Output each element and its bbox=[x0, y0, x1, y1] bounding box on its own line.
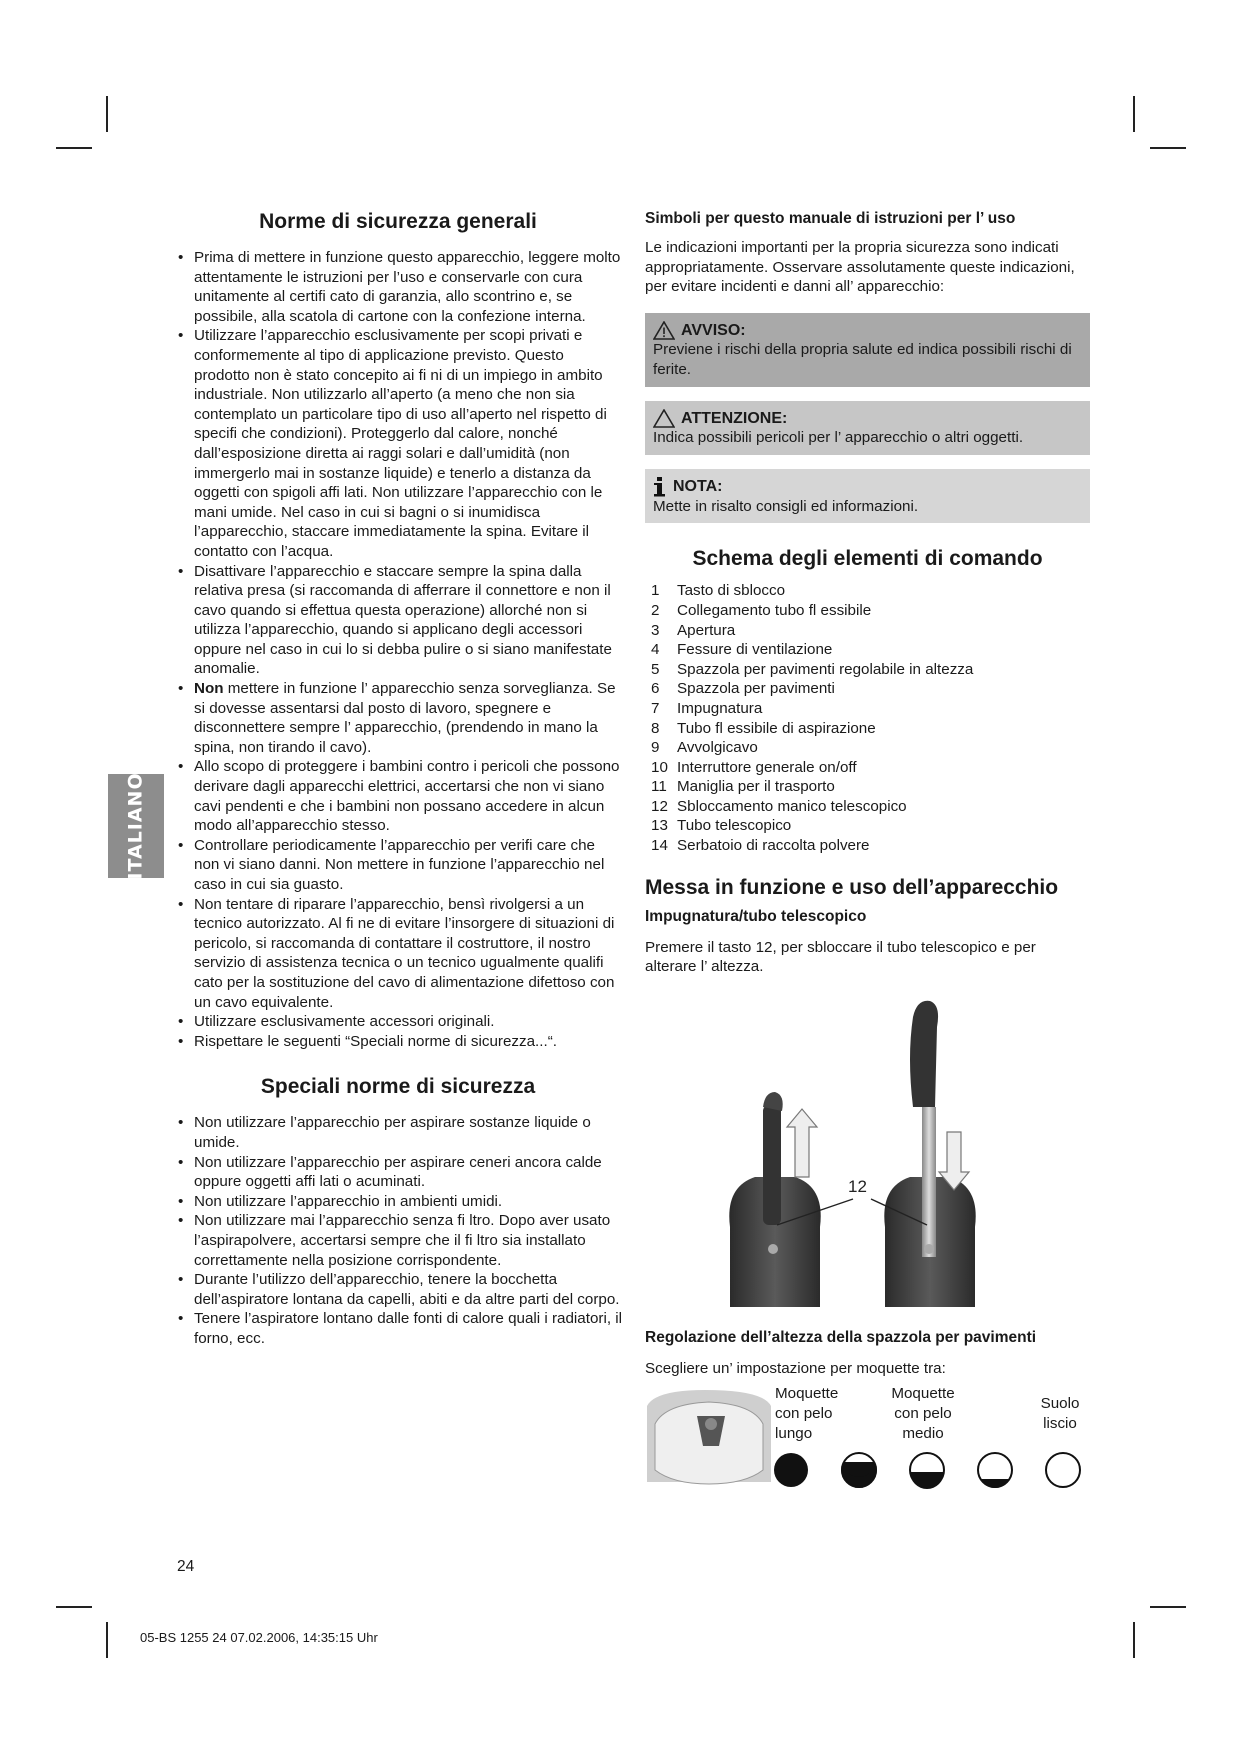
general-safety-title: Norme di sicurezza generali bbox=[259, 210, 537, 233]
list-item: 9 Avvolgicavo bbox=[651, 739, 758, 757]
list-item: 13 Tubo telescopico bbox=[651, 817, 792, 835]
brush-head-illustration bbox=[645, 1386, 775, 1486]
label-long-pile: Moquette con pelo lungo bbox=[775, 1385, 839, 1442]
brush-height-settings bbox=[645, 1384, 1090, 1494]
crop-mark bbox=[56, 1606, 92, 1608]
regolazione-title: Regolazione dell’altezza della spazzola per pavimenti bbox=[645, 1328, 1037, 1346]
avviso-title: AVVISO: bbox=[681, 321, 746, 339]
non-bold: Non bbox=[194, 680, 224, 698]
list-item: 8 Tubo fl essibile di aspirazione bbox=[651, 719, 876, 737]
list-item: • Non utilizzare l’apparecchio per aspirare sostanze liquide o umide. bbox=[173, 1113, 623, 1152]
vacuum-telescopic-figure bbox=[645, 987, 1090, 1317]
setting-high-icon bbox=[842, 1448, 876, 1487]
nota-text: Mette in risalto consigli ed informazioni. bbox=[653, 497, 919, 515]
list-item: • Utilizzare esclusivamente accessori originali. bbox=[173, 1012, 623, 1032]
page-number: 24 bbox=[177, 1558, 195, 1575]
setting-medium-icon bbox=[910, 1453, 944, 1489]
list-item: • Controllare periodicamente l’apparecchio per verifi care che non vi siano danni. Non mettere in funzione l’apparecchio nel caso in cui sia guasto. bbox=[173, 836, 623, 895]
attenzione-box bbox=[645, 401, 1090, 455]
attenzione-title: ATTENZIONE: bbox=[681, 409, 788, 427]
label-medium-pile: Moquette con pelo medio bbox=[891, 1385, 955, 1442]
general-safety-list bbox=[173, 248, 623, 1051]
list-item: • Non tentare di riparare l’apparecchio, bensì rivolgersi a un tecnico autorizzato. Al fi ne di evitare l’insorgere di situazioni di pericolo, si raccomanda di contattare il costruttore, il nostro servizio di assistenza tecnica o un tecnico ugualmente qualifi cato per la sostituzione del cavo di alimentazione difettoso con un cavo equivalente. bbox=[173, 895, 623, 1013]
list-item: • Allo scopo di proteggere i bambini contro i pericoli che possono derivare dagli apparecchi elettrici, accertarsi che non vi siano cavi pendenti e che i bambini non possano accedere in alcun modo all’apparecchio stesso. bbox=[173, 757, 623, 835]
avviso-box bbox=[645, 313, 1090, 387]
impugnatura-text: Premere il tasto 12, per sbloccare il tubo telescopico e per alterare l’ altezza. bbox=[645, 938, 1036, 976]
list-item: 6 Spazzola per pavimenti bbox=[651, 680, 835, 698]
warning-triangle-icon bbox=[653, 321, 675, 340]
list-item: 12 Sbloccamento manico telescopico bbox=[651, 797, 907, 815]
messa-title: Messa in funzione e uso dell’apparecchio bbox=[645, 875, 1059, 899]
crop-mark bbox=[1133, 1622, 1135, 1658]
info-icon bbox=[653, 477, 667, 497]
crop-mark bbox=[106, 96, 108, 132]
attenzione-text: Indica possibili pericoli per l’ apparecchio o altri oggetti. bbox=[653, 429, 1024, 447]
vacuum-illustration bbox=[645, 987, 1090, 1317]
special-safety-list bbox=[173, 1113, 623, 1348]
list-item: • Disattivare l’apparecchio e staccare sempre la spina dalla relativa presa (si raccomanda di afferrare il connettore e non il cavo quando si effettua questa operazione) allorché non si utilizza l’apparecchio, quando si applicano degli accessori oppure nel caso in cui lo si debba pulire o si siano manifestate anomalie. bbox=[173, 562, 623, 680]
crop-mark bbox=[56, 147, 92, 149]
crop-mark bbox=[1150, 147, 1186, 149]
figure-callout: 12 bbox=[848, 1176, 867, 1196]
list-item: • Utilizzare l’apparecchio esclusivamente per scopi privati e conformemente al tipo di applicazione previsto. Questo prodotto non è stato concepito ai fi ni di un impiego in ambito industriale. Non utilizzarlo all’aperto (a meno che non sia contemplato un particolare tipo di uso all’aperto nel rispetto di specifi che condizioni). Proteggerlo dal calore, nonché dall’esposizione diretta ai raggi solari e dall’umidità (non immergerlo mai in sostanze liquide) e tenerlo a distanza da oggetti con spigoli affi lati. Non utilizzare l’apparecchio con le mani umide. Nel caso in cui si bagni o si inumidisca l’apparecchio, staccare immediatamente la spina. Evitare il contatto con l’acqua. bbox=[173, 326, 623, 561]
height-setting-indicators bbox=[771, 1448, 1091, 1492]
schema-title: Schema degli elementi di comando bbox=[692, 547, 1043, 571]
list-item: 7 Impugnatura bbox=[651, 699, 763, 717]
avviso-text: Previene i rischi della propria salute ed indica possibili rischi di ferite. bbox=[653, 341, 1072, 378]
nota-title: NOTA: bbox=[673, 477, 723, 495]
impugnatura-title: Impugnatura/tubo telescopico bbox=[645, 907, 867, 925]
list-item: 3 Apertura bbox=[651, 621, 736, 639]
language-tab bbox=[108, 774, 164, 878]
label-smooth-floor: Suolo liscio bbox=[1040, 1395, 1080, 1433]
symbols-intro: Le indicazioni importanti per la propria sicurezza sono indicati appropriatamente. Osservare assolutamente queste indicazioni, per evitare incidenti e danni all’ apparecchio: bbox=[645, 239, 1075, 296]
print-footer: 05-BS 1255 24 07.02.2006, 14:35:15 Uhr bbox=[140, 1630, 378, 1645]
caution-triangle-icon bbox=[653, 409, 675, 428]
setting-full-icon bbox=[774, 1453, 808, 1487]
list-item: • Tenere l’aspiratore lontano dalle fonti di calore quali i radiatori, il forno, ecc. bbox=[173, 1309, 623, 1348]
list-item: • Durante l’utilizzo dell’apparecchio, tenere la bocchetta dell’aspiratore lontana da capelli, abiti e da altre parti del corpo. bbox=[173, 1270, 623, 1309]
controls-list bbox=[645, 581, 1090, 855]
list-item: • Non utilizzare l’apparecchio in ambienti umidi. bbox=[173, 1192, 623, 1212]
list-item: 11 Maniglia per il trasporto bbox=[651, 778, 835, 796]
non-rest: mettere in funzione l’ apparecchio senza sorveglianza. Se si dovesse assentarsi dal posto di lavoro, spegnere e disconnettere sempre l’ apparecchio, (prendendo in mano la spina, non tirando il cavo). bbox=[194, 680, 616, 756]
special-safety-title: Speciali norme di sicurezza bbox=[260, 1075, 536, 1099]
list-item: 14 Serbatoio di raccolta polvere bbox=[651, 837, 870, 855]
left-column bbox=[173, 210, 623, 1348]
crop-mark bbox=[1150, 1606, 1186, 1608]
setting-low-icon bbox=[978, 1453, 1012, 1488]
regolazione-text: Scegliere un’ impostazione per moquette tra: bbox=[645, 1359, 946, 1377]
language-tab-label: ITALIANO bbox=[125, 772, 148, 880]
list-item: 2 Collegamento tubo fl essibile bbox=[651, 601, 872, 619]
list-item bbox=[173, 679, 623, 757]
setting-smooth-icon bbox=[1046, 1453, 1080, 1487]
list-item: • Non utilizzare mai l’apparecchio senza fi ltro. Dopo aver usato l’aspirapolvere, accertarsi sempre che il fi ltro sia installato correttamente nella posizione corrispondente. bbox=[173, 1211, 623, 1270]
list-item: 1 Tasto di sblocco bbox=[651, 582, 786, 600]
list-item: 4 Fessure di ventilazione bbox=[651, 641, 833, 659]
list-item: 10 Interruttore generale on/off bbox=[651, 758, 857, 776]
crop-mark bbox=[1133, 96, 1135, 132]
right-column bbox=[645, 210, 1090, 1494]
symbols-title: Simboli per questo manuale di istruzioni per l’ uso bbox=[645, 210, 1016, 227]
nota-box bbox=[645, 469, 1090, 524]
list-item: • Non utilizzare l’apparecchio per aspirare ceneri ancora calde oppure oggetti affi lati o acuminati. bbox=[173, 1153, 623, 1192]
crop-mark bbox=[106, 1622, 108, 1658]
list-item: • Prima di mettere in funzione questo apparecchio, leggere molto attentamente le istruzioni per l’uso e conservarle con cura unitamente al certifi cato di garanzia, allo scontrino e, se possibile, alla scatola di cartone con la confezione interna. bbox=[173, 248, 623, 326]
list-item: • Rispettare le seguenti “Speciali norme di sicurezza...“. bbox=[173, 1032, 623, 1052]
list-item: 5 Spazzola per pavimenti regolabile in altezza bbox=[651, 660, 974, 678]
